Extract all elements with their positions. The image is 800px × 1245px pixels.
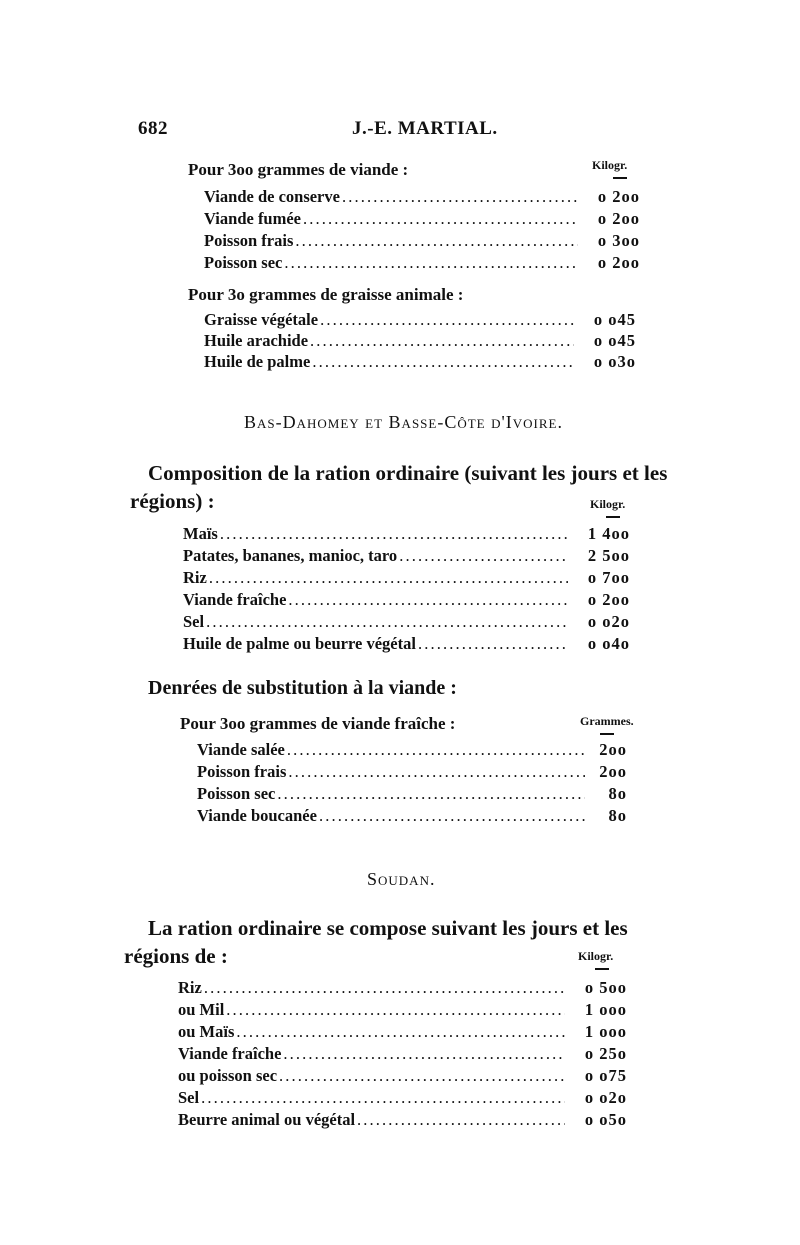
leader-dots: [312, 352, 574, 372]
item-value: o 25o: [584, 1044, 627, 1063]
block2-heading: Pour 3o grammes de graisse animale :: [188, 285, 464, 304]
item-label: Viande fraîche: [183, 590, 287, 609]
section1-unit: Kilogr.: [590, 497, 626, 511]
leader-dots: [283, 1044, 565, 1064]
list-item: [178, 1044, 627, 1066]
unit-underline: [600, 733, 614, 735]
item-value: o 2oo: [597, 253, 640, 272]
item-label: Viande boucanée: [197, 806, 317, 825]
item-label: Viande fumée: [204, 209, 302, 228]
item-value: o o2o: [587, 612, 630, 631]
leader-dots: [220, 524, 568, 544]
subst-subheading: Pour 3oo grammes de viande fraîche :: [180, 714, 456, 733]
item-value: 1 4oo: [587, 524, 630, 543]
item-label: Huile arachide: [204, 331, 309, 350]
item-label: ou Mil: [178, 1000, 225, 1019]
list-item: [197, 806, 627, 828]
running-title: J.-E. MARTIAL.: [352, 118, 498, 139]
section-title: Bas-Dahomey et Basse-Côte d'Ivoire.: [244, 412, 563, 432]
item-value: o o3o: [593, 352, 636, 371]
leader-dots: [204, 978, 565, 998]
list-item: [204, 352, 636, 374]
leader-dots: [342, 187, 578, 207]
leader-dots: [277, 784, 585, 804]
leader-dots: [295, 231, 578, 251]
list-item: [183, 524, 630, 546]
item-value: 1 ooo: [584, 1022, 627, 1041]
item-label: Patates, bananes, manioc, taro: [183, 546, 398, 565]
item-label: Viande salée: [197, 740, 285, 759]
item-value: o o4o: [587, 634, 630, 653]
item-label: Huile de palme ou beurre végétal: [183, 634, 416, 653]
leader-dots: [206, 612, 568, 632]
leader-dots: [319, 806, 585, 826]
paragraph-line: La ration ordinaire se compose suivant les jours et les: [148, 916, 628, 940]
item-label: ou Maïs: [178, 1022, 235, 1041]
item-value: o 5oo: [584, 978, 627, 997]
list-item: [178, 1022, 627, 1044]
page-number: 682: [138, 118, 168, 139]
item-label: ou poisson sec: [178, 1066, 278, 1085]
list-item: [204, 209, 640, 231]
item-value: o 3oo: [597, 231, 640, 250]
leader-dots: [399, 546, 568, 566]
list-item: [197, 762, 627, 784]
item-value: o o75: [584, 1066, 627, 1085]
item-label: Poisson frais: [197, 762, 287, 781]
list-item: [204, 253, 640, 275]
list-item: [183, 634, 630, 656]
leader-dots: [288, 762, 585, 782]
list-item: [178, 1066, 627, 1088]
item-value: o 2oo: [597, 187, 640, 206]
item-value: o 2oo: [587, 590, 630, 609]
item-value: 2 5oo: [587, 546, 630, 565]
item-label: Poisson sec: [197, 784, 276, 803]
list-item: [183, 568, 630, 590]
item-label: Graisse végétale: [204, 310, 319, 329]
subst-heading: Denrées de substitution à la viande :: [148, 677, 457, 699]
unit-underline: [613, 177, 627, 179]
leader-dots: [287, 740, 585, 760]
paragraph-line: Composition de la ration ordinaire (suivant les jours et les: [148, 461, 668, 485]
list-item: [204, 310, 636, 332]
unit-underline: [595, 968, 609, 970]
item-label: Riz: [178, 978, 202, 997]
leader-dots: [209, 568, 568, 588]
paragraph-line: régions de :: [124, 944, 228, 968]
list-item: [178, 1110, 627, 1132]
item-value: 8o: [608, 784, 627, 803]
item-value: o 7oo: [587, 568, 630, 587]
item-value: o o2o: [584, 1088, 627, 1107]
list-item: [204, 331, 636, 353]
list-item: [178, 1088, 627, 1110]
leader-dots: [201, 1088, 565, 1108]
leader-dots: [226, 1000, 565, 1020]
item-label: Poisson sec: [204, 253, 283, 272]
list-item: [197, 784, 627, 806]
leader-dots: [357, 1110, 565, 1130]
leader-dots: [236, 1022, 565, 1042]
item-value: o 2oo: [597, 209, 640, 228]
list-item: [197, 740, 627, 762]
item-label: Maïs: [183, 524, 218, 543]
leader-dots: [310, 331, 574, 351]
block1-heading: Pour 3oo grammes de viande :: [188, 160, 409, 179]
leader-dots: [418, 634, 568, 654]
item-label: Poisson frais: [204, 231, 294, 250]
leader-dots: [279, 1066, 565, 1086]
section-title: Soudan.: [367, 869, 436, 889]
item-value: o o45: [593, 310, 636, 329]
item-value: o o45: [593, 331, 636, 350]
item-label: Viande de conserve: [204, 187, 340, 206]
section2-unit: Kilogr.: [578, 949, 614, 963]
leader-dots: [303, 209, 578, 229]
list-item: [178, 1000, 627, 1022]
item-label: Riz: [183, 568, 207, 587]
item-value: 8o: [608, 806, 627, 825]
item-label: Viande fraîche: [178, 1044, 282, 1063]
item-value: 1 ooo: [584, 1000, 627, 1019]
list-item: [183, 590, 630, 612]
list-item: [183, 546, 630, 568]
item-label: Huile de palme: [204, 352, 311, 371]
block1-unit: Kilogr.: [592, 158, 628, 172]
item-label: Sel: [178, 1088, 200, 1107]
item-value: o o5o: [584, 1110, 627, 1129]
list-item: [183, 612, 630, 634]
item-value: 2oo: [599, 762, 627, 781]
list-item: [204, 187, 640, 209]
list-item: [178, 978, 627, 1000]
item-value: 2oo: [599, 740, 627, 759]
leader-dots: [320, 310, 574, 330]
paragraph-line: régions) :: [130, 489, 215, 513]
leader-dots: [288, 590, 568, 610]
item-label: Sel: [183, 612, 205, 631]
unit-underline: [606, 516, 620, 518]
item-label: Beurre animal ou végétal: [178, 1110, 356, 1129]
subst-unit: Grammes.: [580, 714, 634, 728]
leader-dots: [284, 253, 578, 273]
list-item: [204, 231, 640, 253]
